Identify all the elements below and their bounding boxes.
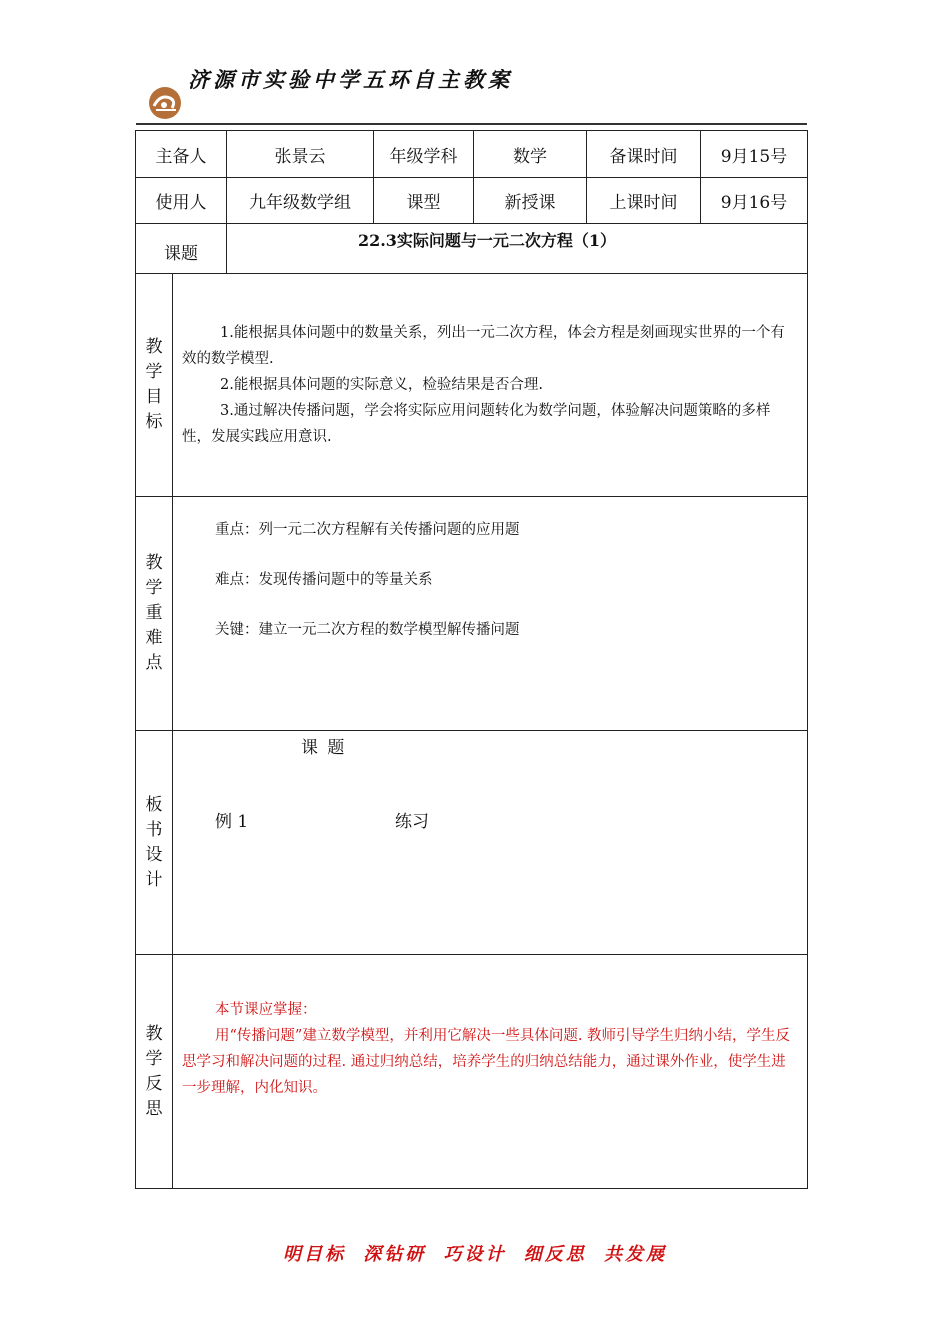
reflection-heading: 本节课应掌握： — [215, 1002, 317, 1018]
user-label: 使用人 — [136, 178, 227, 224]
objectives-label — [136, 274, 173, 497]
preparer-label: 主备人 — [136, 131, 227, 178]
objective-item: 2.能根据具体问题的实际意义，检验结果是否合理. — [220, 377, 543, 393]
difficulty-text: 难点：发现传播问题中的等量关系 — [215, 572, 433, 588]
prep-time-value: 9月15号 — [701, 131, 808, 178]
info-row-2 — [136, 178, 808, 224]
school-logo-icon — [146, 86, 184, 120]
label-char: 反 — [145, 1073, 163, 1094]
preparer-value: 张景云 — [227, 131, 374, 178]
key-points-row — [136, 497, 808, 731]
class-time-value: 9月16号 — [701, 178, 808, 224]
label-char: 标 — [145, 412, 163, 432]
reflection-row — [136, 955, 808, 1189]
info-row-1 — [136, 131, 808, 178]
label-char: 教 — [145, 1023, 163, 1044]
board-title: 课 题 — [301, 738, 347, 758]
user-value: 九年级数学组 — [227, 178, 374, 224]
key-text: 关键：建立一元二次方程的数学模型解传播问题 — [215, 622, 520, 638]
objectives-content — [173, 274, 808, 497]
topic-row — [136, 224, 808, 274]
label-char: 板 — [145, 794, 163, 815]
lesson-type-label: 课型 — [374, 178, 474, 224]
school-title: 济源市实验中学五环自主教案 — [188, 67, 513, 92]
board-label — [136, 731, 173, 955]
topic-value: 22.3实际问题与一元二次方程（1） — [227, 224, 808, 274]
label-char: 设 — [145, 844, 163, 865]
label-char: 学 — [145, 362, 163, 382]
header-rule — [136, 123, 807, 125]
key-points-label — [136, 497, 173, 731]
label-char: 计 — [145, 869, 163, 890]
label-char: 教 — [145, 553, 163, 573]
label-char: 学 — [145, 578, 163, 598]
label-char: 书 — [145, 819, 163, 840]
reflection-content — [173, 955, 808, 1189]
board-example: 例 1 — [215, 812, 249, 832]
prep-time-label: 备课时间 — [587, 131, 701, 178]
grade-subject-label: 年级学科 — [374, 131, 474, 178]
reflection-label — [136, 955, 173, 1189]
objective-item: 1.能根据具体问题中的数量关系，列出一元二次方程，体会方程是刻画现实世界的一个有效的数学模型. — [182, 325, 785, 367]
board-content — [173, 731, 808, 955]
label-char: 教 — [145, 337, 163, 357]
objectives-row — [136, 274, 808, 497]
label-char: 目 — [145, 387, 163, 407]
class-time-label: 上课时间 — [587, 178, 701, 224]
label-char: 思 — [145, 1098, 163, 1119]
board-row — [136, 731, 808, 955]
board-practice: 练习 — [395, 812, 429, 832]
label-char: 点 — [145, 653, 163, 673]
topic-label: 课题 — [136, 224, 227, 274]
label-char: 难 — [145, 628, 163, 648]
focus-text: 重点：列一元二次方程解有关传播问题的应用题 — [215, 522, 520, 538]
reflection-body: 用“传播问题”建立数学模型，并利用它解决一些具体问题. 教师引导学生归纳小结，学生反思学习和解决问题的过程. 通过归纳总结，培养学生的归纳总结能力，通过课外作业，使学生进一步理解，内化知识。 — [182, 1028, 791, 1096]
label-char: 学 — [145, 1048, 163, 1069]
key-points-content — [173, 497, 808, 731]
grade-subject-value: 数学 — [474, 131, 587, 178]
lesson-plan-table — [135, 130, 808, 1189]
label-char: 重 — [145, 603, 163, 623]
footer-motto: 明目标 深钻研 巧设计 细反思 共发展 — [282, 1244, 668, 1265]
lesson-type-value: 新授课 — [474, 178, 587, 224]
objective-item: 3.通过解决传播问题，学会将实际应用问题转化为数学问题，体验解决问题策略的多样性，发展实践应用意识. — [182, 403, 771, 445]
